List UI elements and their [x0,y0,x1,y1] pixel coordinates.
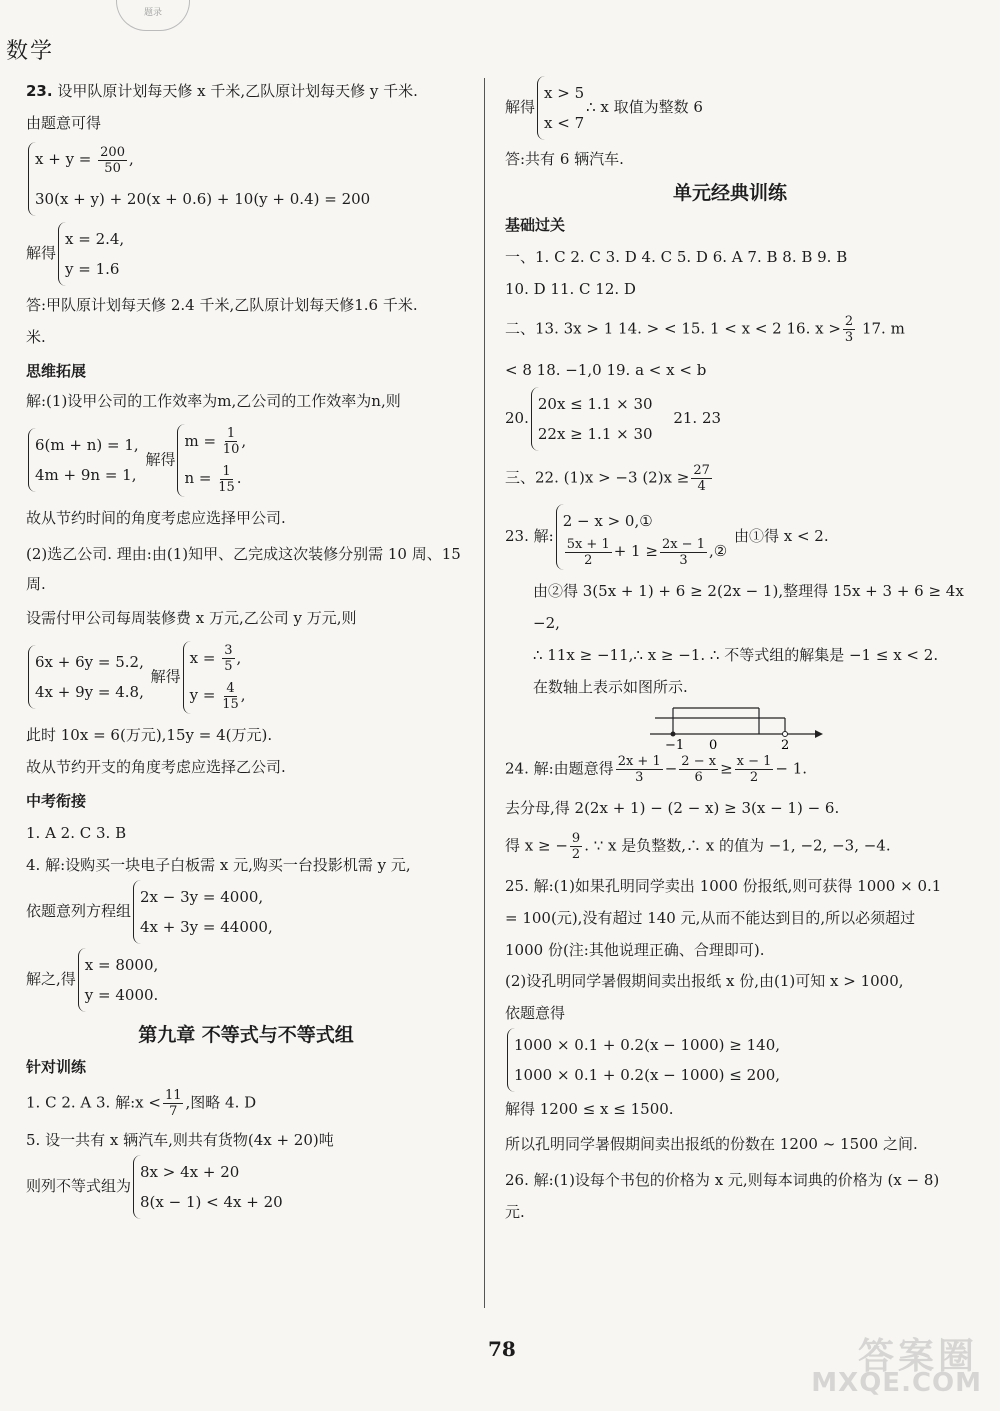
zk-system1: 依题意列方程组 2x − 3y = 4000, 4x + 3y = 44000, [26,880,466,944]
zk-line1: 1. A 2. C 3. B [26,823,127,842]
chapter-title: 第九章 不等式与不等式组 [138,1023,354,1046]
section-heading-zhendui: 针对训练 [26,1057,87,1076]
sw-line2: 故从节约时间的角度考虑应选择甲公司. [26,508,286,527]
q23-equation-system [28,142,370,216]
q23-line2: 由题意可得 [26,114,102,132]
q23-eq1: x + y = $\frac{200}{50}$ , [35,144,134,176]
point-two [783,731,788,736]
q23-solution: 解得 x = 2.4, y = 1.6 [26,222,466,286]
jc-line1: 一、1. C 2. C 3. D 4. C 5. D 6. A 7. B 8. B 9. B [505,248,848,266]
jc-q20: 20. 20x ≤ 1.1 × 30 22x ≥ 1.1 × 30 21. 23 [505,387,955,451]
sw-line1: 解:(1)设甲公司的工作效率为m,乙公司的工作效率为n,则 [26,391,401,410]
label-zero: 0 [709,737,718,750]
sw-line6: 故从节约开支的角度考虑应选择乙公司. [26,757,286,776]
sw-line3: (2)选乙公司. 理由:由(1)知甲、乙完成这次装修分别需 10 周、15 周. [26,544,461,593]
q23-line4: ∴ 11x ≥ −11,∴ x ≥ −1. ∴ 不等式组的解集是 −1 ≤ x < 2. [533,645,939,664]
jc-line4: < 8 18. −1,0 19. a < x < b [505,361,707,379]
section-heading-siwei: 思维拓展 [26,361,87,380]
section-heading-jichu: 基础过关 [505,216,566,234]
q24-line3: 得 x ≥ − $\frac{9}{2}$ . ∵ x 是负整数,∴ x 的值为 −1, −2, −3, −4. [505,830,891,862]
q23-line5: 在数轴上表示如图所示. [533,677,688,696]
sw-line5: 此时 10x = 6(万元),15y = 4(万元). [26,725,273,744]
point-minus-one [671,731,676,736]
right-column [505,76,964,1228]
q25-line4: 解得 1200 ≤ x ≤ 1500. [505,1099,674,1118]
zk-system2: 解之,得 x = 8000, y = 4000. [26,948,466,1012]
jc-line5: 三、22. (1)x > −3 (2)x ≥ $\frac{27}{4}$ [505,463,710,494]
corner-stamp: 题录 [116,0,190,31]
zd-system: 则列不等式组为 8x > 4x + 20 8(x − 1) < 4x + 20 [26,1155,466,1219]
q24-line1: 24. 解:由题意得 $\frac{2x + 1}{3}$ − $\frac{2 - x}{6}$ ≥ $\frac{x - 1}{2}$ − 1. [505,753,808,785]
jc-line3: 二、13. 3x > 1 14. > < 15. 1 < x < 2 16. x > $\frac{2}{3}$ 17. m [505,314,905,345]
q23-system: 23. 解: 2 − x > 0,① $\frac{5x + 1}{2}$ + 1 ≥ $\frac{2x - 1}{3}$ ,② 由①得 x < 2. [505,504,955,570]
q25-line2: (2)设孔明同学暑假期间卖出报纸 x 份,由(1)可知 x > 1000, [505,971,904,990]
q23-eq2: 30(x + y) + 20(x + 0.6) + 10(y + 0.4) = 200 [35,189,371,208]
watermark-logo: 答案圈 MXQE.COM [811,1336,982,1398]
jc-line2: 10. D 11. C 12. D [505,280,636,298]
sw-system2: 6x + 6y = 5.2, 4x + 9y = 4.8, 解得 x = $\frac{3}{5}$ , y = $\frac{4}{15}$ , [26,641,466,714]
page-number: 78 [488,1337,516,1361]
column-divider [484,78,485,1308]
q25-system: 1000 × 0.1 + 0.2(x − 1000) ≥ 140, 1000 × 0.1 + 0.2(x − 1000) ≤ 200, [505,1028,955,1092]
number-line-diagram [645,702,845,750]
q25-line3: 依题意得 [505,1003,566,1022]
number-line-arrow [815,730,823,738]
section-heading-zhongkao: 中考衔接 [26,791,87,810]
zk-q4: 4. 解:设购买一块电子白板需 x 元,购买一台投影机需 y 元, [26,855,411,874]
subject-header: 数学 [6,39,55,64]
q23-line3: −2, [533,613,560,632]
q23-line2: 由②得 3(5x + 1) + 6 ≥ 2(2x − 1),整理得 15x + 3 + 6 ≥ 4x [533,581,964,600]
r-system: 解得 x > 5 x < 7 ∴ x 取值为整数 6 [505,76,955,140]
zd-q5: 5. 设一共有 x 辆汽车,则共有货物(4x + 20)吨 [26,1130,334,1149]
sw-system1: 6(m + n) = 1, 4m + 9n = 1, 解得 m = $\frac{1}{10}$ , n = $\frac{1}{15}$ . [26,424,466,497]
label-two: 2 [781,737,790,750]
r-answer: 答:共有 6 辆汽车. [505,150,624,168]
sw-line4: 设需付甲公司每周装修费 x 万元,乙公司 y 万元,则 [26,608,357,627]
zd-line1: 1. C 2. A 3. 解:x < $\frac{11}{7}$ ,图略 4. D [26,1087,257,1119]
q23-answer-tail: 米. [26,327,46,346]
q24-line2: 去分母,得 2(2x + 1) − (2 − x) ≥ 3(x − 1) − 6. [505,798,840,817]
q25-line5: 所以孔明同学暑假期间卖出报纸的份数在 1200 ~ 1500 之间. [505,1134,918,1153]
q23-answer: 答:甲队原计划每天修 2.4 千米,乙队原计划每天修1.6 千米. [26,295,418,314]
q23-line1: 23. 设甲队原计划每天修 x 千米,乙队原计划每天修 y 千米. [26,82,418,100]
unit-title: 单元经典训练 [672,182,787,204]
q25-line1: 25. 解:(1)如果孔明同学卖出 1000 份报纸,则可获得 1000 × 0.1 = 100(元),没有超过 140 元,从而不能达到目的,所以必须超过 1000 份(注:其他说理正确、合理即可). [505,876,942,959]
q26-line1: 26. 解:(1)设每个书包的价格为 x 元,则每本词典的价格为 (x − 8)元. [505,1170,940,1221]
left-column [26,76,466,1219]
label-minus-one: −1 [665,737,685,750]
